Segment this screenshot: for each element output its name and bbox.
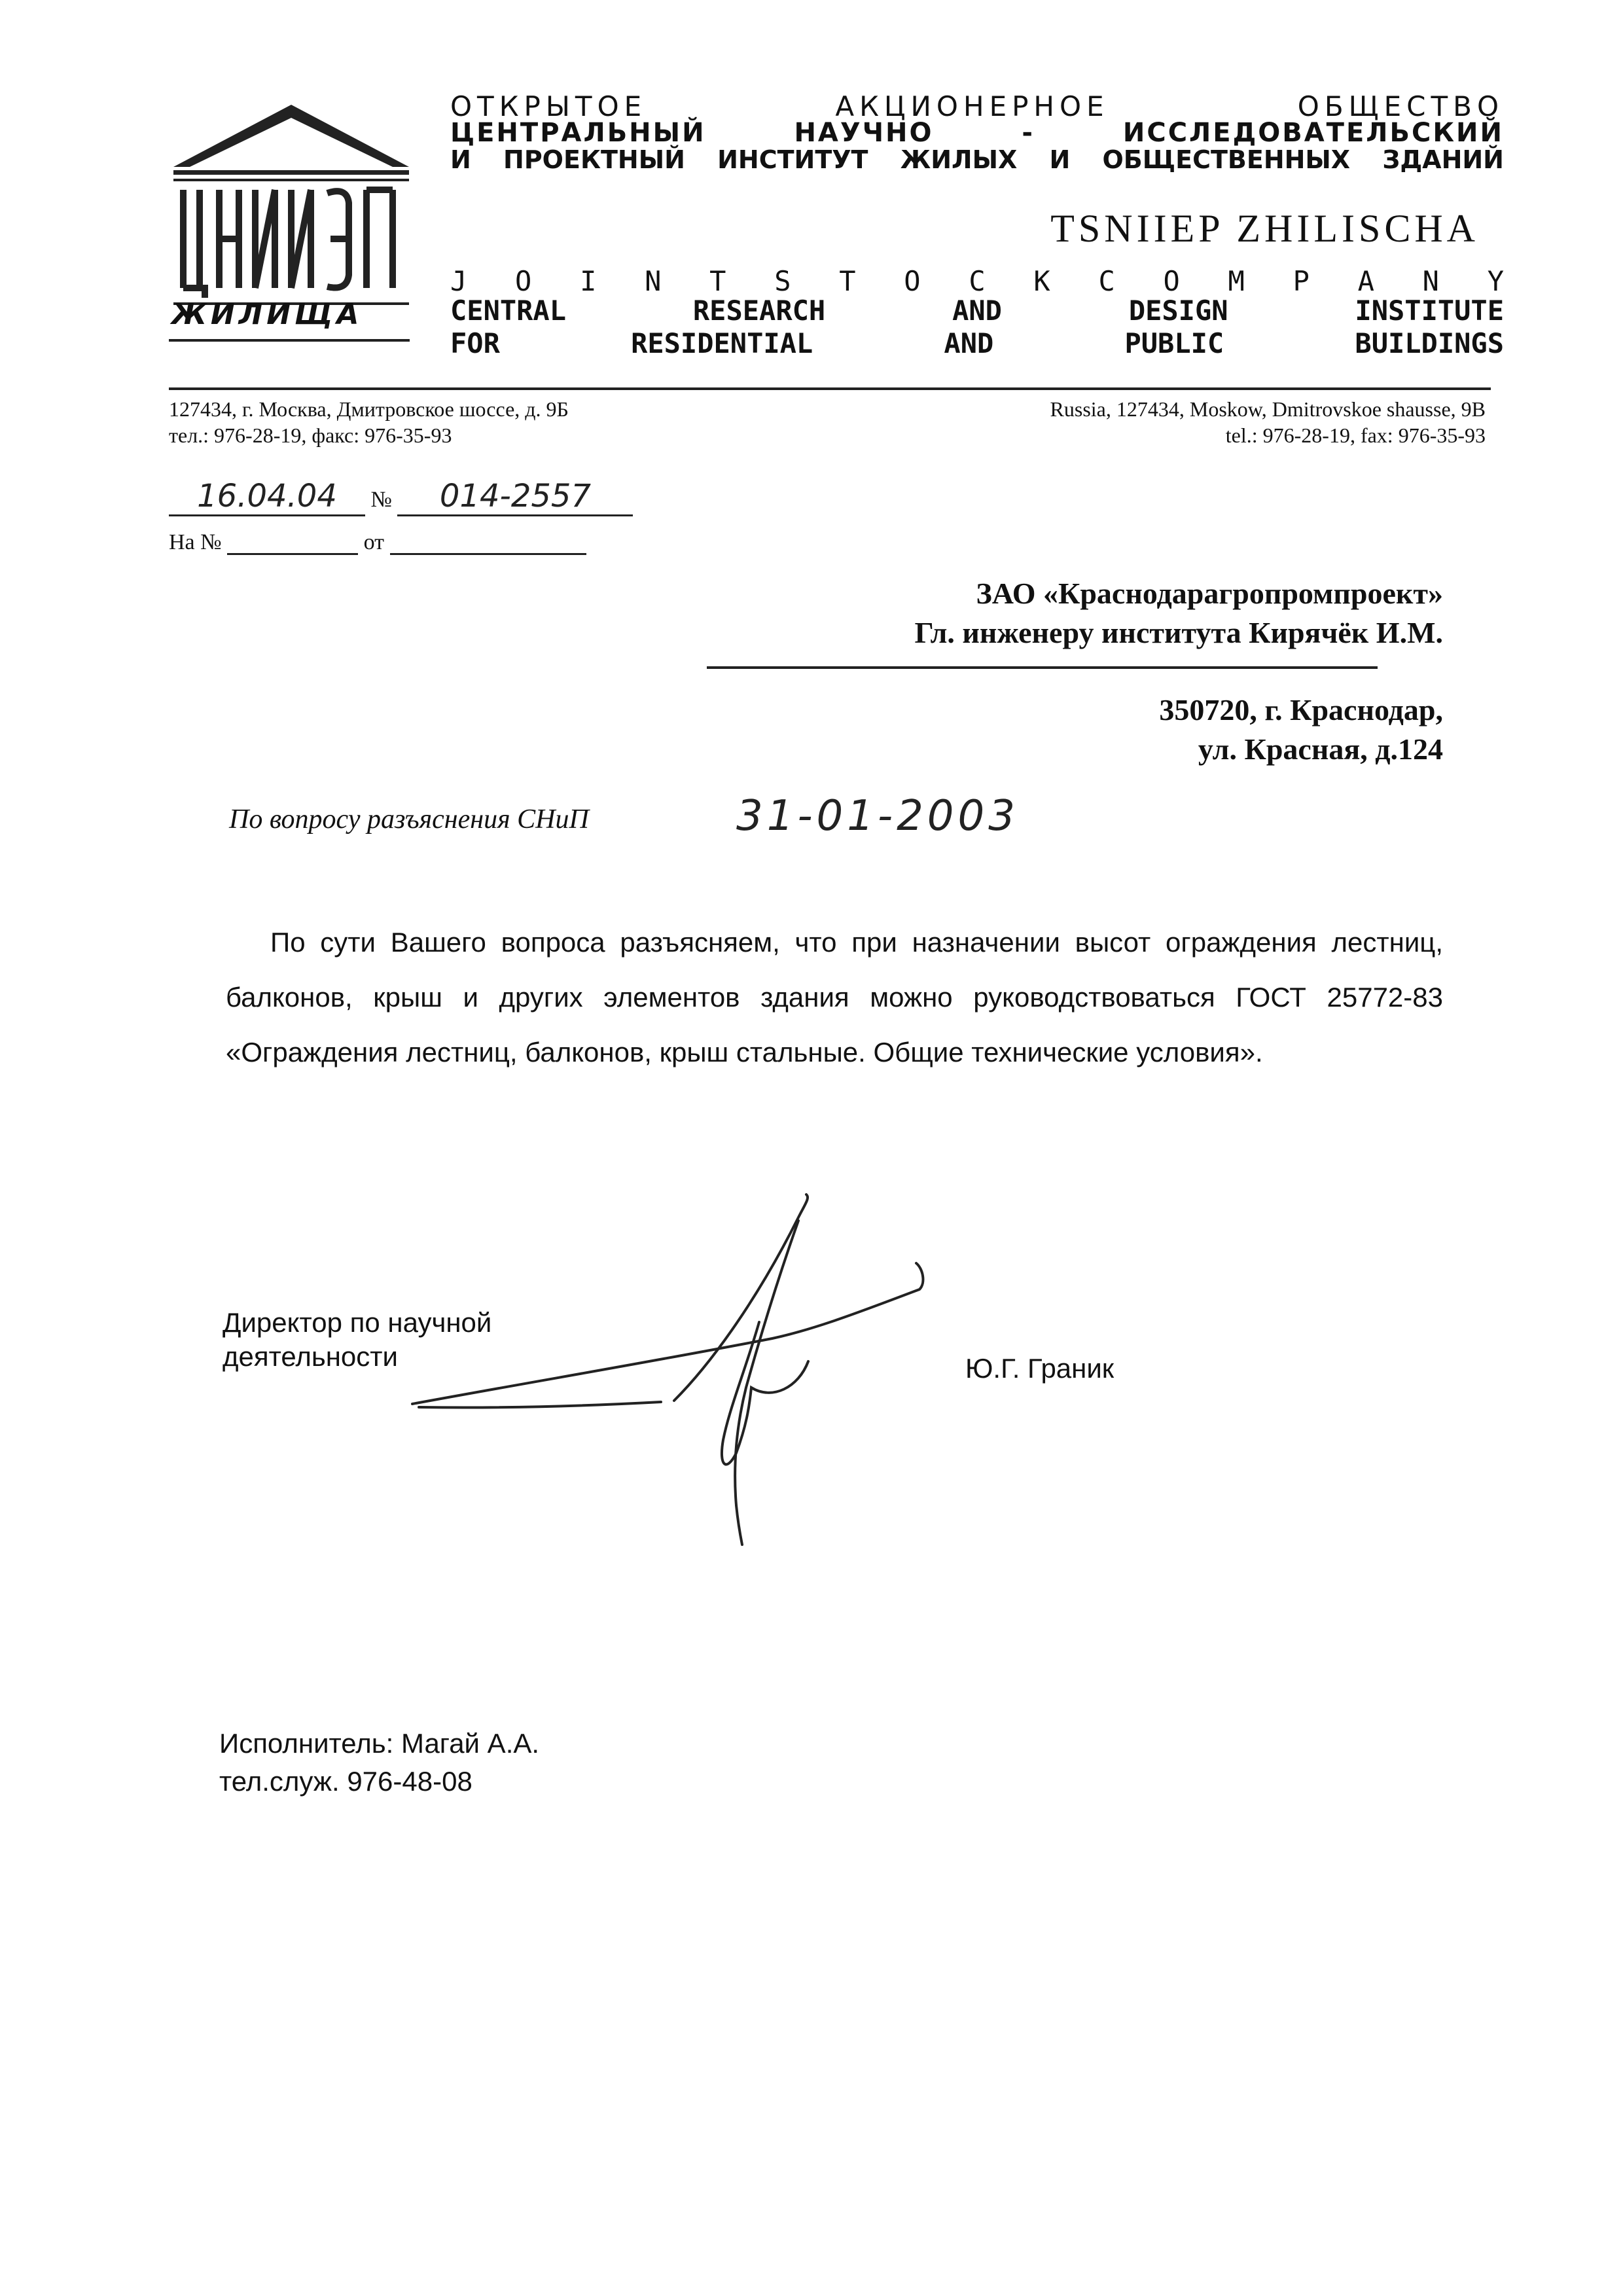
body-paragraph: По сути Вашего вопроса разъясняем, что при назначении высот ограждения лестниц, балконов, крыш и других элементов здания можно руководствоваться ГОСТ 25772-83 «Ограждения лестниц, балконов, крыш стальные. Общие технические условия».	[226, 927, 1443, 1067]
executor-name: Исполнитель: Магай А.А.	[219, 1728, 540, 1759]
from-label: от	[363, 530, 385, 554]
address-ru	[169, 396, 823, 448]
signatory-title-line1: Директор по научной	[223, 1307, 492, 1338]
subject-line: По вопросу разъяснения СНиП	[229, 804, 589, 834]
address-ru-line1: 127434, г. Москва, Дмитровское шоссе, д. 9Б	[169, 397, 569, 421]
header-en-line2: CENTRAL RESEARCH AND DESIGN INSTITUTE	[450, 295, 1504, 327]
header-divider	[169, 387, 1491, 390]
recipient-address-line1: 350720, г. Краснодар,	[1159, 693, 1443, 726]
address-en-line1: Russia, 127434, Moskow, Dmitrovskoe shausse, 9B	[1050, 397, 1486, 421]
header-en-line1: J O I N T S T O C K C O M P A N Y	[450, 265, 1504, 297]
header-ru-line3: И ПРОЕКТНЫЙ ИНСТИТУТ ЖИЛЫХ И ОБЩЕСТВЕННЫХ ЗДАНИЙ	[450, 145, 1504, 174]
recipient-org: ЗАО «Краснодарагропромпроект»	[976, 577, 1443, 610]
recipient-person: Гл. инженеру института Кирячёк И.М.	[914, 616, 1443, 649]
outgoing-number: 014-2557	[397, 478, 633, 516]
on-number-blank	[227, 535, 358, 555]
header-ru-line1: ОТКРЫТОЕ АКЦИОНЕРНОЕ ОБЩЕСТВО	[450, 90, 1504, 122]
signatory-name: Ю.Г. Граник	[965, 1353, 1115, 1384]
handwritten-signature	[406, 1191, 942, 1558]
signatory-title-line2: деятельности	[223, 1341, 398, 1372]
incoming-reference	[169, 530, 586, 555]
address-en	[851, 396, 1486, 448]
header-en-line3: FOR RESIDENTIAL AND PUBLIC BUILDINGS	[450, 327, 1504, 359]
number-sign: №	[370, 488, 392, 512]
executor-phone: тел.служ. 976-48-08	[219, 1766, 473, 1797]
address-en-line2: tel.: 976-28-19, fax: 976-35-93	[1225, 423, 1486, 447]
logo-underline	[169, 339, 410, 342]
from-date-blank	[390, 535, 586, 555]
logo-word: ЖИЛИЩА	[171, 298, 363, 331]
subject-code: 31-01-2003	[736, 792, 1019, 840]
recipient-address-line2: ул. Красная, д.124	[1198, 732, 1443, 766]
executor-info	[219, 1725, 539, 1801]
header-brand: TSNIIEP ZHILISCHA	[1050, 207, 1479, 250]
on-number-label: На №	[169, 530, 222, 554]
header-ru-line2: ЦЕНТРАЛЬНЫЙ НАУЧНО - ИССЛЕДОВАТЕЛЬСКИЙ	[450, 118, 1504, 148]
outgoing-date: 16.04.04	[169, 478, 365, 516]
outgoing-reference	[169, 478, 758, 516]
recipient-divider	[707, 666, 1378, 669]
address-ru-line2: тел.: 976-28-19, факс: 976-35-93	[169, 423, 452, 447]
